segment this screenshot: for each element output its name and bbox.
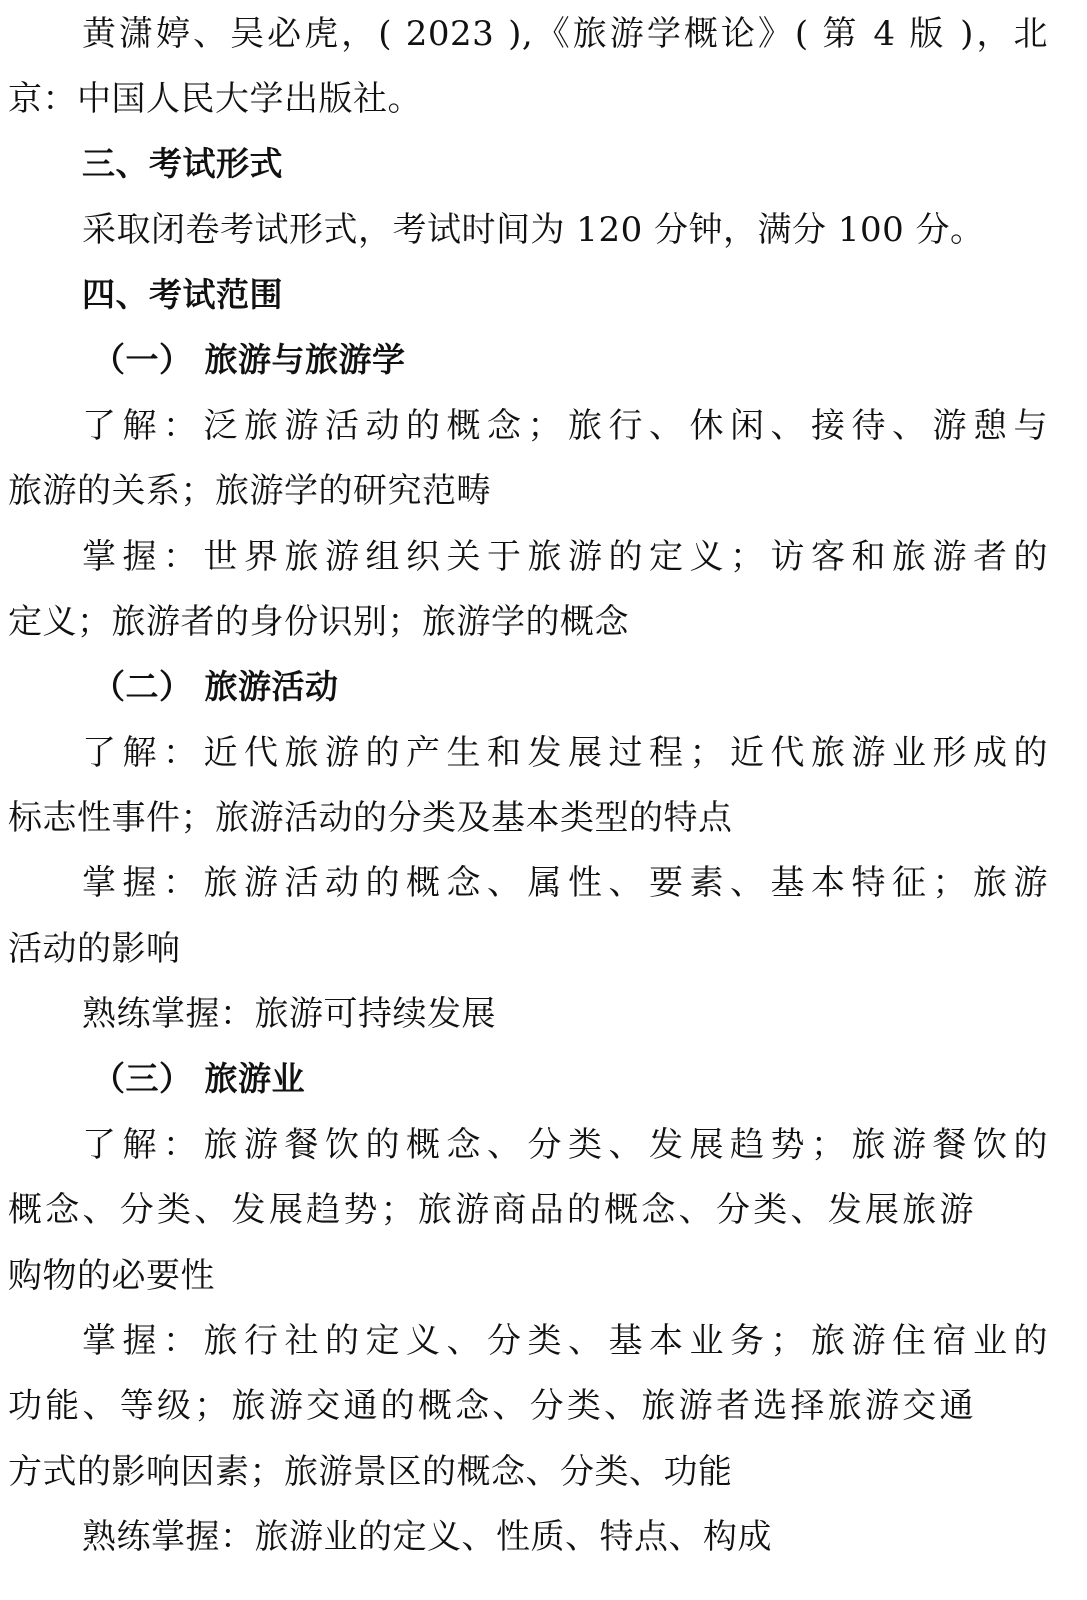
part2-proficient: 熟练掌握：旅游可持续发展	[82, 994, 496, 1034]
part3-understand-line-1: 了解：旅游餐饮的概念、分类、发展趋势；旅游餐饮的	[82, 1125, 1048, 1165]
part-heading-1: （一） 旅游与旅游学	[92, 340, 406, 379]
part3-master-line-1: 掌握：旅行社的定义、分类、基本业务；旅游住宿业的	[82, 1321, 1048, 1361]
part2-understand-line-1: 了解：近代旅游的产生和发展过程；近代旅游业形成的	[82, 733, 1048, 773]
part2-master-line-2: 活动的影响	[8, 929, 181, 969]
part3-proficient: 熟练掌握：旅游业的定义、性质、特点、构成	[82, 1517, 772, 1557]
section-heading-exam-scope: 四、考试范围	[82, 275, 283, 314]
part1-master-line-1: 掌握：世界旅游组织关于旅游的定义；访客和旅游者的	[82, 537, 1048, 577]
part1-understand-line-1: 了解：泛旅游活动的概念；旅行、休闲、接待、游憩与	[82, 406, 1048, 446]
part3-understand-line-3: 购物的必要性	[8, 1256, 215, 1296]
part-heading-2: （二） 旅游活动	[92, 667, 339, 706]
part3-master-line-2: 功能、等级；旅游交通的概念、分类、旅游者选择旅游交通	[8, 1386, 974, 1426]
exam-format-text: 采取闭卷考试形式，考试时间为 120 分钟，满分 100 分。	[82, 210, 985, 250]
part3-understand-line-2: 概念、分类、发展趋势；旅游商品的概念、分类、发展旅游	[8, 1190, 974, 1230]
part3-master-line-3: 方式的影响因素；旅游景区的概念、分类、功能	[8, 1452, 733, 1492]
reference-line-1: 黄潇婷、吴必虎，( 2023 ),《旅游学概论》( 第 4 版 )，北	[82, 14, 1048, 54]
reference-line-2: 京：中国人民大学出版社。	[8, 79, 422, 119]
part1-master-line-2: 定义；旅游者的身份识别；旅游学的概念	[8, 602, 629, 642]
part-heading-3: （三） 旅游业	[92, 1059, 305, 1098]
part2-master-line-1: 掌握：旅游活动的概念、属性、要素、基本特征；旅游	[82, 863, 1048, 903]
part1-understand-line-2: 旅游的关系；旅游学的研究范畴	[8, 471, 491, 511]
part2-understand-line-2: 标志性事件；旅游活动的分类及基本类型的特点	[8, 798, 733, 838]
section-heading-exam-format: 三、考试形式	[82, 144, 283, 183]
